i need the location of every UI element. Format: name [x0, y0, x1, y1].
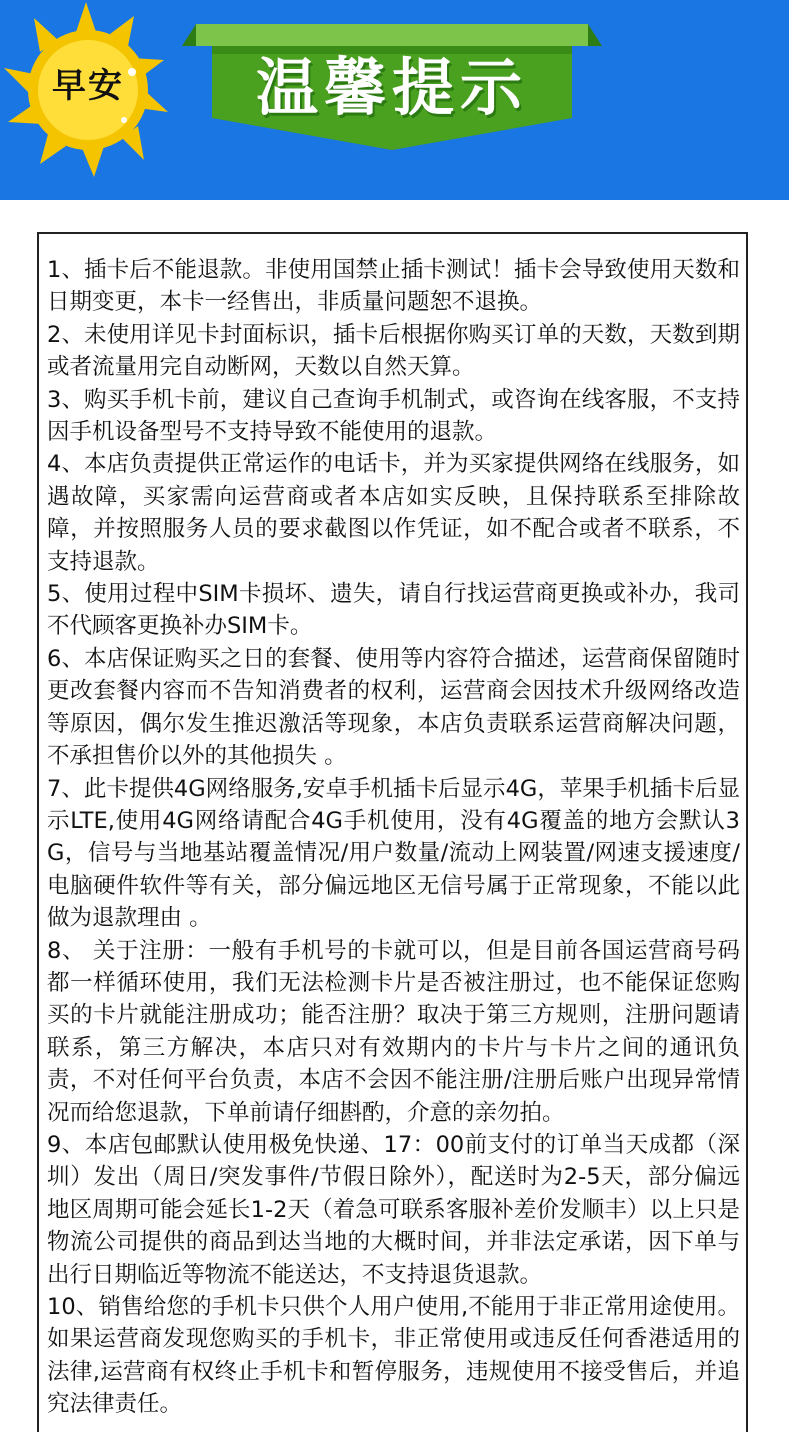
notice-item-3: 3、购买手机卡前，建议自己查询手机制式，或咨询在线客服，不支持因手机设备型号不支持导致不能使用的退款。: [47, 386, 740, 446]
page-title: 温馨提示: [255, 51, 528, 124]
badge-text: 早安: [52, 66, 124, 106]
notice-item-7: 7、此卡提供4G网络服务,安卓手机插卡后显示4G，苹果手机插卡后显示LTE,使用4G网络请配合4G手机使用，没有4G覆盖的地方会默认3G，信号与当地基站覆盖情况/用户数量/流动上网装置/网速支援速度/电脑硬件软件等有关，部分偏远地区无信号属于正常现象，不能以此做为退款理由 。: [47, 775, 740, 932]
notice-item-9: 9、本店包邮默认使用极免快递、17：00前支付的订单当天成都（深圳）发出（周日/突发事件/节假日除外），配送时为2-5天，部分偏远地区周期可能会延长1-2天（着急可联系客服补差价发顺丰）以上只是物流公司提供的商品到达当地的大概时间，并非法定承诺，因下单与出行日期临近等物流不能送达，不支持退货退款。: [47, 1131, 740, 1288]
notice-item-5: 5、使用过程中SIM卡损坏、遗失，请自行找运营商更换或补办，我司不代顾客更换补办SIM卡。: [47, 581, 740, 640]
notice-item-10: 10、销售给您的手机卡只供个人用户使用,不能用于非正常用途使用。如果运营商发现您购买的手机卡，非正常使用或违反任何香港适用的法律,运营商有权终止手机卡和暂停服务，违规使用不接受售后，并追究法律责任。: [47, 1294, 740, 1418]
notice-list: [37, 232, 748, 1432]
header-banner: [0, 0, 789, 200]
notice-item-4: 4、本店负责提供正常运作的电话卡，并为买家提供网络在线服务，如遇故障，买家需向运营商或者本店如实反映，且保持联系至排除故障，并按照服务人员的要求截图以作凭证，如不配合或者不联系，不支持退款。: [47, 451, 740, 575]
notice-item-8: 8、 关于注册：一般有手机号的卡就可以，但是目前各国运营商号码都一样循环使用，我们无法检测卡片是否被注册过，也不能保证您购买的卡片就能注册成功；能否注册？取决于第三方规则，注册问题请联系，第三方解决，本店只对有效期内的卡片与卡片之间的通讯负责，不对任何平台负责，本店不会因不能注册/注册后账户出现异常情况而给您退款，下单前请仔细斟酌，介意的亲勿拍。: [47, 937, 740, 1126]
notice-item-2: 2、未使用详见卡封面标识，插卡后根据你购买订单的天数，天数到期或者流量用完自动断网，天数以自然天算。: [47, 321, 740, 381]
notice-item-1: 1、插卡后不能退款。非使用国禁止插卡测试！插卡会导致使用天数和日期变更，本卡一经售出，非质量问题恕不退换。: [47, 257, 740, 316]
notice-item-6: 6、本店保证购买之日的套餐、使用等内容符合描述，运营商保留随时更改套餐内容而不告知消费者的权利，运营商会因技术升级网络改造等原因，偶尔发生推迟激活等现象，本店负责联系运营商解决问题，不承担售价以外的其他损失 。: [47, 645, 740, 770]
